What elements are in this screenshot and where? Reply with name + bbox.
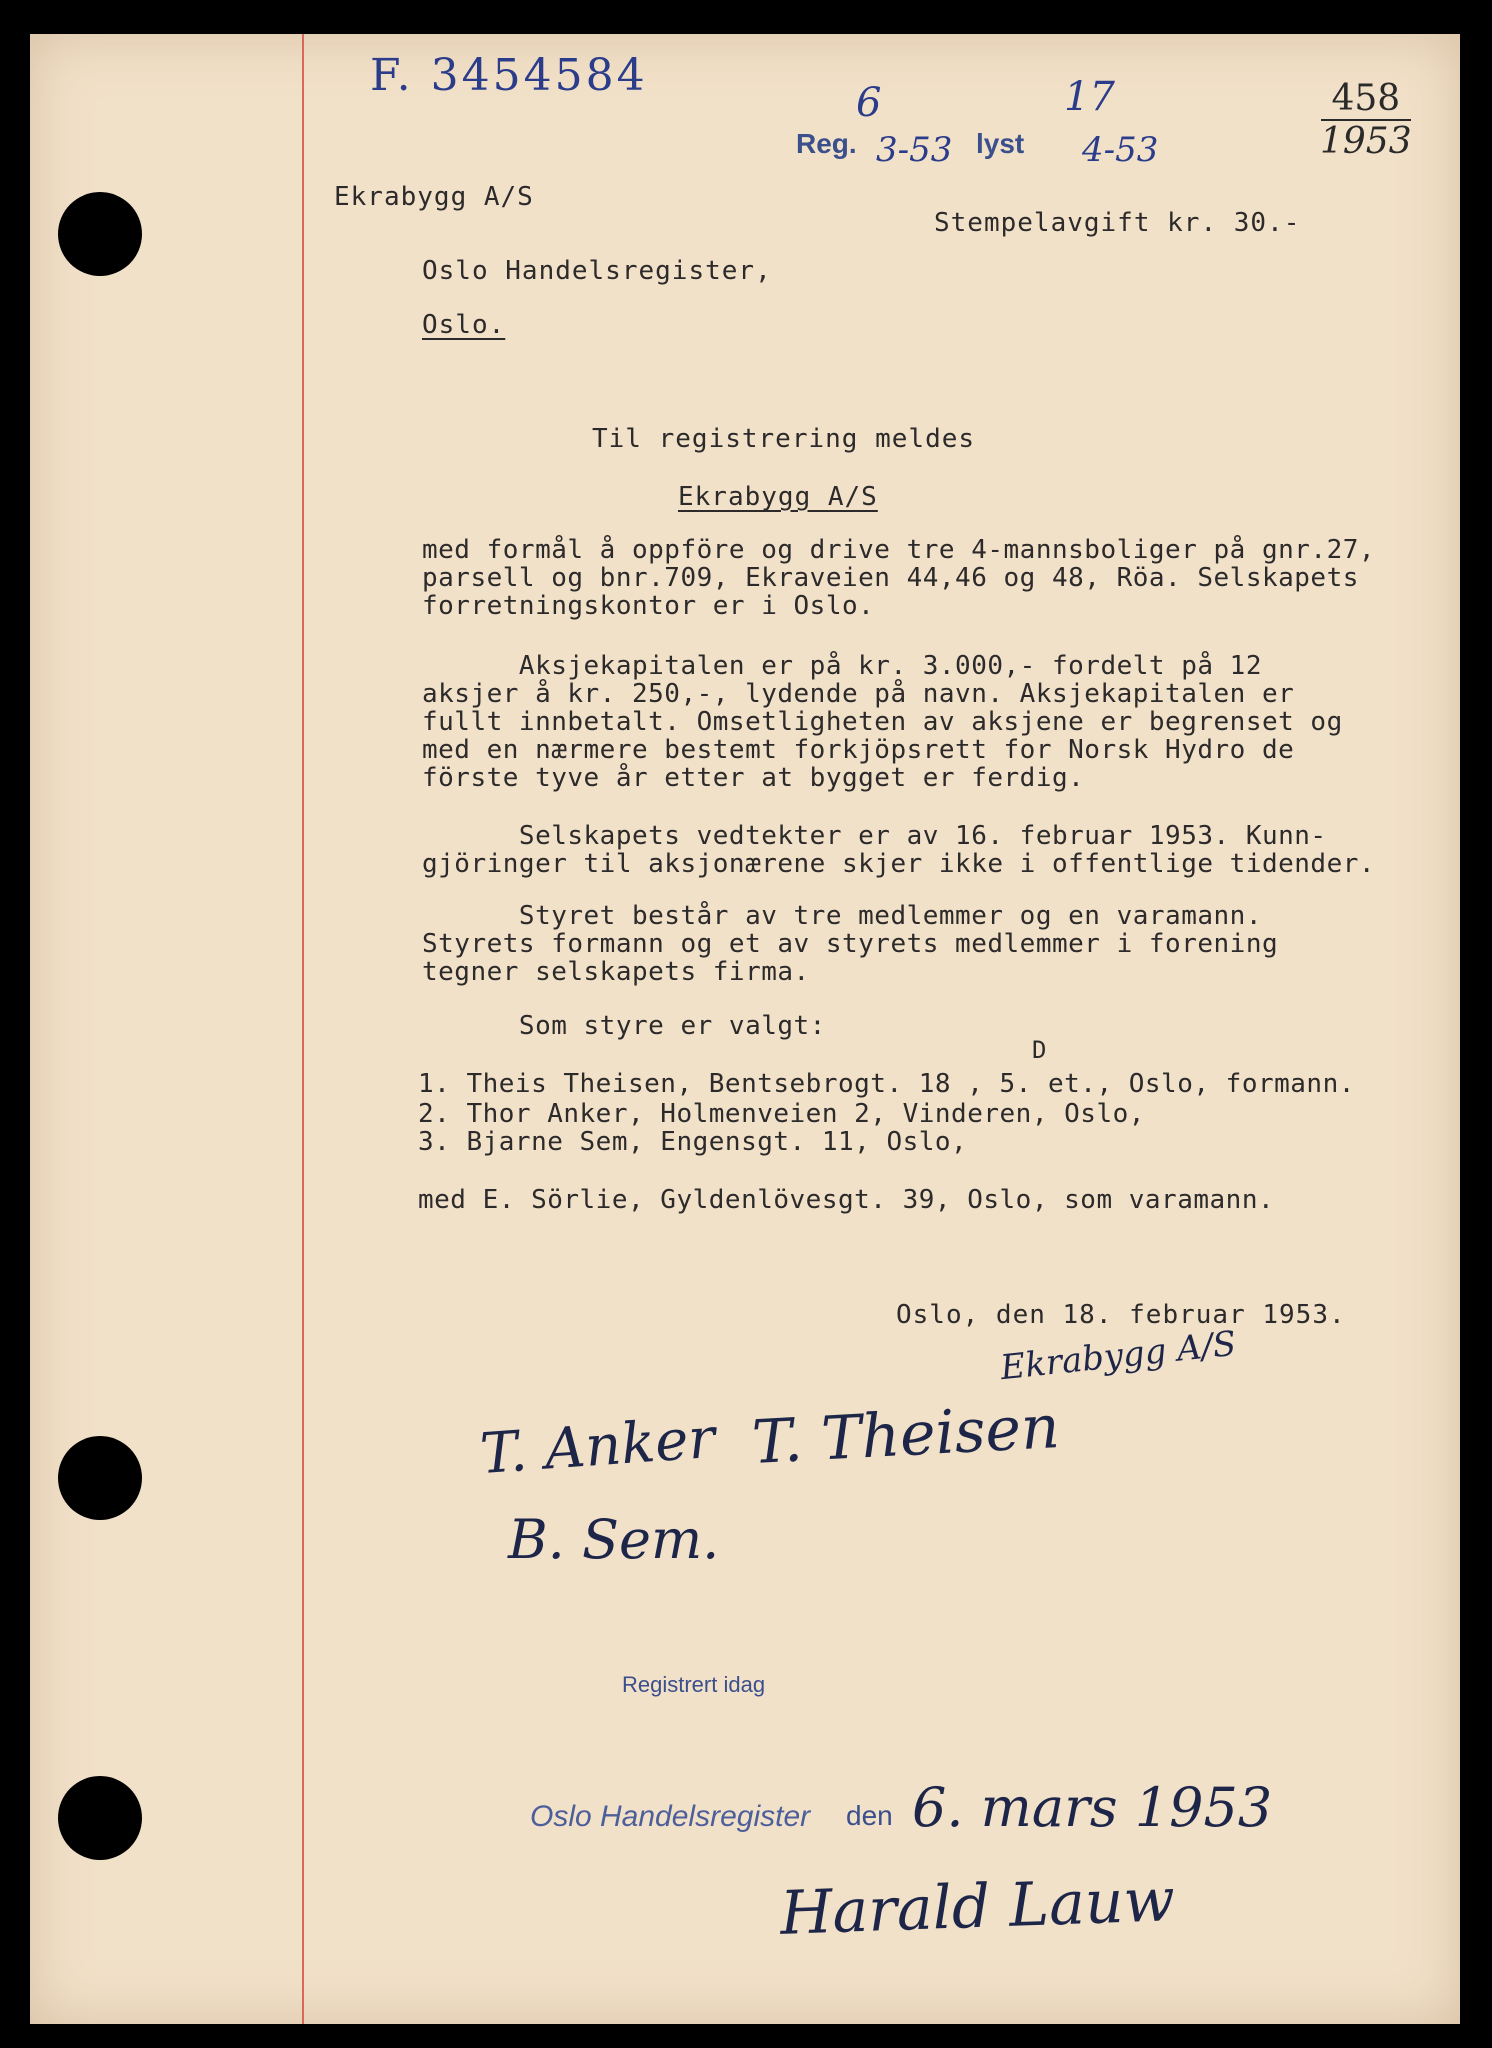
board-member: 1. Theis Theisen, Bentsebrogt. 18 , 5. et., Oslo, formann. [418,1069,1355,1099]
lyst-date-numerator: 17 [1064,74,1115,120]
address-addition: D [1032,1036,1048,1064]
case-number: 458 1953 [1320,78,1412,162]
paragraph-board-elected: Som styre er valgt: [422,1011,826,1041]
signature-theisen: T. Theisen [750,1391,1062,1479]
registrar-signature: Harald Lauw [778,1865,1176,1949]
registry-den: den [846,1800,893,1831]
recipient-name: Oslo Handelsregister, [422,256,772,286]
registry-stamp: Oslo Handelsregister [530,1800,811,1833]
lyst-label: lyst [976,128,1025,159]
signature-sem: B. Sem. [508,1508,720,1571]
punch-hole [58,1776,142,1860]
paragraph-capital: Aksjekapitalen er på kr. 3.000,- fordelt på 12 aksjer å kr. 250,-, lydende på navn. Aksjekapitalen er fullt innbetalt. Omsetligheten av aksjene er begrenset og med en nærmere bestemt forkjöpsrett for Norsk Hydro de förste tyve år etter at bygget er ferdig. [422,651,1343,793]
board-member: 3. Bjarne Sem, Engensgt. 11, Oslo, [418,1127,968,1157]
recipient-city: Oslo. [422,310,506,340]
punch-hole [58,1436,142,1520]
stamp-fee: Stempelavgift kr. 30.- [934,208,1301,238]
intro-line: Til registrering meldes [592,424,976,454]
margin-line [302,34,304,2024]
company-name: Ekrabygg A/S [678,482,878,512]
sender: Ekrabygg A/S [334,182,534,212]
paragraph-statutes: Selskapets vedtekter er av 16. februar 1953. Kunn- gjöringer til aksjonærene skjer ikke i offentlige tidender. [422,821,1376,879]
place-date: Oslo, den 18. februar 1953. [896,1300,1346,1330]
archive-number: F. 3454584 [370,50,648,101]
company-signature: Ekrabygg A/S [998,1323,1239,1389]
paragraph-board: Styret består av tre medlemmer og en varamann. Styrets formann og et av styrets medlemmer i forening tegner selskapets firma. [422,901,1279,987]
board-member: 2. Thor Anker, Holmenveien 2, Vinderen, Oslo, [418,1099,1145,1129]
reg-date: 6 [856,80,882,126]
lyst-date-denominator: 4-53 [1082,130,1159,170]
registered-stamp: Registrert idag [622,1672,766,1697]
paragraph-purpose: med formål å oppföre og drive tre 4-mannsboliger på gnr.27, parsell og bnr.709, Ekraveien 44,46 og 48, Röa. Selskapets forretningskontor er i Oslo. [422,535,1376,621]
registry-date: 6. mars 1953 [912,1776,1273,1839]
reg-label: Reg. [796,128,857,159]
deputy-member: med E. Sörlie, Gyldenlövesgt. 39, Oslo, som varamann. [418,1185,1275,1215]
reg-date-denominator: 3-53 [876,130,953,170]
punch-hole [58,192,142,276]
signature-anker: T. Anker [478,1405,718,1488]
